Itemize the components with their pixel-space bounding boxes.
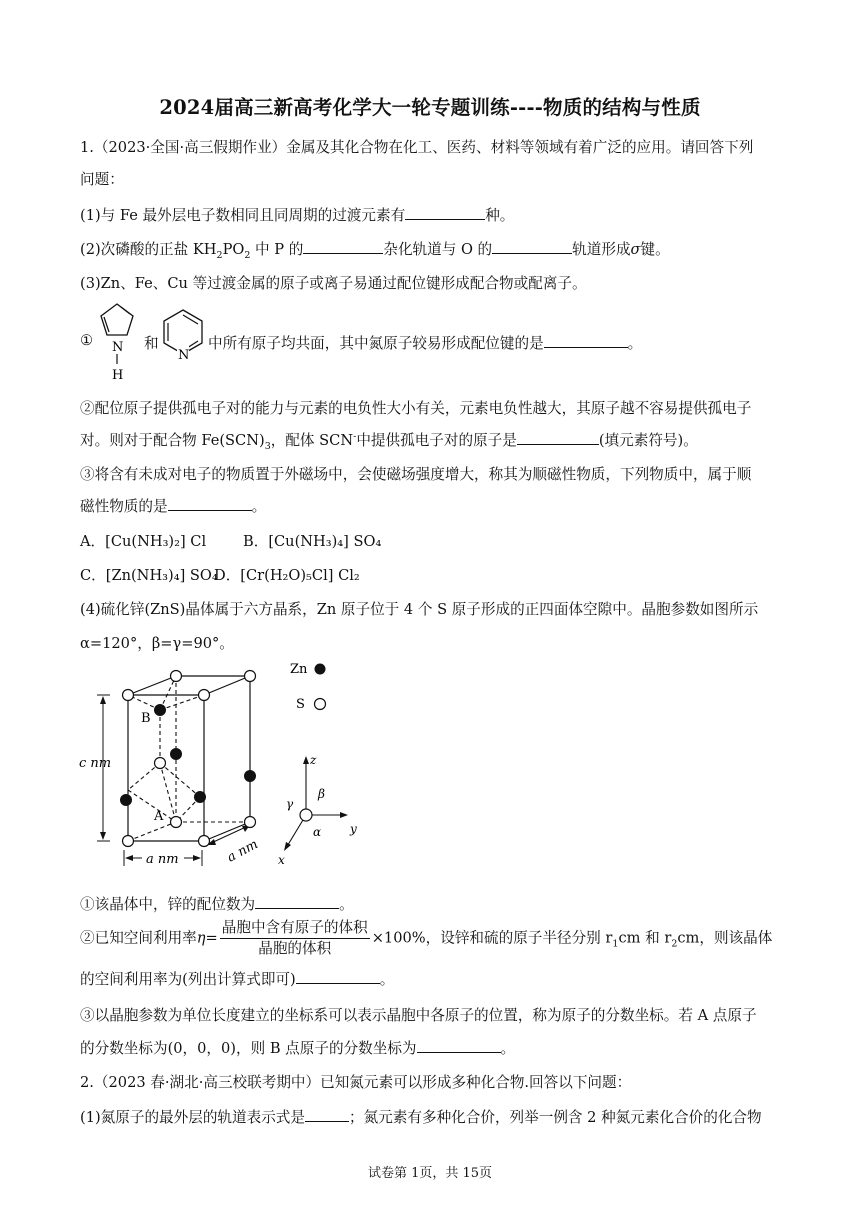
answer-blank[interactable] (544, 333, 628, 348)
pyrrole-H-label: H (112, 368, 124, 383)
angle-alpha-label: α (313, 825, 322, 839)
text: 的空间利用率为(列出计算式即可) (80, 971, 296, 988)
q1-part3-2-line1: ②配位原子提供孤电子对的能力与元素的电负性大小有关，元素电负性越大，其原子越不容易提供孤电子 (80, 400, 752, 417)
q2-part1 (80, 1106, 762, 1127)
q1-part4-2-line2 (80, 968, 394, 989)
q1-part4-2: ②已知空间利用率η= $\frac{\text{晶胞中含有原子的体积}}{\text{晶胞的体积}}$ ×100%，设锌和硫的原子半径分别 $r_1cm$ 和 $r_2cm$，则该晶体 (80, 919, 773, 957)
point-A-label: A (154, 809, 164, 824)
text: (1)氮原子的最外层的轨道表示式是 (80, 1109, 305, 1126)
answer-blank[interactable] (296, 969, 380, 984)
option-B[interactable]: B．[Cu(NH₃)₄] SO₄ (243, 533, 382, 550)
answer-blank[interactable] (492, 239, 572, 254)
text: 中提供孤电子对的原子是 (356, 432, 517, 449)
q1-part2-text-b: PO (222, 241, 245, 258)
q1-part3-3-line2 (80, 495, 266, 516)
text: 对。则对于配合物 Fe(SCN) (80, 432, 265, 449)
legend-zn-label: Zn (290, 662, 308, 677)
text: ，配体 SCN (270, 432, 354, 449)
answer-blank[interactable] (168, 496, 252, 511)
subscript: 2 (244, 249, 251, 261)
legend-zn-marker (315, 664, 326, 675)
period: 。 (251, 498, 267, 515)
point-B-label: B (141, 711, 151, 726)
answer-blank[interactable] (255, 894, 339, 909)
period: 。 (627, 335, 643, 352)
text: 的分数坐标为(0，0，0)，则 B 点原子的分数坐标为 (80, 1040, 417, 1057)
superscript: - (353, 431, 357, 443)
q1-part3-1-text (208, 332, 642, 353)
q1-part3-2-line2 (80, 429, 698, 452)
legend-s-marker (315, 699, 326, 710)
text: ×100%，设锌和硫的原子半径分别 r (371, 929, 613, 947)
a-dimension-side-label: a nm (224, 836, 261, 866)
q1-part4-1 (80, 893, 354, 914)
q1-part2 (80, 238, 670, 261)
fraction-denominator: 晶胞的体积 (258, 940, 332, 957)
fraction (220, 918, 370, 959)
a-dimension-bottom-label: a nm (146, 852, 179, 867)
subscript: 1 (612, 938, 619, 950)
q1-part3-circ1: ① (80, 332, 94, 349)
option-A[interactable]: A．[Cu(NH₃)₂] Cl (80, 533, 207, 550)
pyrrole-structure (90, 298, 150, 388)
q1-part3-3-line1: ③将含有未成对电子的物质置于外磁场中，会使磁场强度增大，称其为顺磁性物质，下列物质中，属于顺 (80, 466, 752, 483)
q1-part4-line2: α=120°，β=γ=90°。 (80, 635, 234, 652)
q1-part3: (3)Zn、Fe、Cu 等过渡金属的原子或离子易通过配位键形成配合物或配离子。 (80, 275, 587, 292)
q1-part1-end: 种。 (485, 207, 515, 224)
answer-blank[interactable] (405, 205, 485, 220)
c-dimension-label: c nm (79, 756, 112, 771)
page-title: 2024届高三新高考化学大一轮专题训练----物质的结构与性质 (159, 96, 701, 119)
q1-part2-text-e: 轨道形成 (572, 241, 631, 258)
answer-blank[interactable] (303, 239, 383, 254)
option-C[interactable]: C．[Zn(NH₃)₄] SO₄ (80, 567, 218, 584)
answer-blank[interactable] (517, 430, 599, 445)
answer-blank[interactable] (417, 1038, 501, 1053)
period: 。 (339, 896, 354, 913)
q1-part4-line1: (4)硫化锌(ZnS)晶体属于六方晶系，Zn 原子位于 4 个 S 原子形成的正四面体空隙中。晶胞参数如图所示 (80, 601, 759, 618)
q1-intro-line1: 1.（2023·全国·高三假期作业）金属及其化合物在化工、医药、材料等领域有着广泛的应用。请回答下列 (80, 139, 754, 156)
q1-part2-text-d: 杂化轨道与 O 的 (383, 241, 493, 258)
zns-unit-cell-figure (76, 660, 396, 870)
q1-part4-3-line1: ③以晶胞参数为单位长度建立的坐标系可以表示晶胞中各原子的位置，称为原子的分数坐标。若 A 点原子 (80, 1007, 757, 1024)
text: 磁性物质的是 (80, 498, 168, 515)
angle-gamma-label: γ (286, 797, 294, 811)
angle-beta-label: β (318, 787, 325, 801)
period: 。 (500, 1040, 516, 1057)
pyridine-structure (158, 306, 208, 366)
period: 。 (379, 971, 395, 988)
fraction-numerator: 晶胞中含有原子的体积 (220, 918, 370, 939)
q1-part1 (80, 204, 514, 225)
q1-part3-1-body: 中所有原子均共面，其中氮原子较易形成配位键的是 (208, 335, 544, 352)
text: ②已知空间利用率 (80, 929, 197, 947)
answer-blank[interactable] (305, 1107, 349, 1122)
and-text: 和 (144, 335, 159, 352)
sigma-symbol: σ (630, 241, 641, 258)
text: cm 和 r (618, 929, 672, 947)
text: (填元素符号)。 (598, 432, 698, 449)
text: cm，则该晶体 (677, 929, 773, 947)
eta-symbol: η (196, 929, 206, 947)
text: ①该晶体中，锌的配位数为 (80, 896, 256, 913)
pyridine-N-label: N (178, 348, 190, 363)
q1-intro-line2: 问题： (80, 171, 124, 188)
pyrrole-N-label: N (112, 340, 124, 355)
option-D[interactable]: D．[Cr(H₂O)₅Cl] Cl₂ (214, 567, 360, 584)
q1-part1-text: (1)与 Fe 最外层电子数相同且同周期的过渡元素有 (80, 207, 406, 224)
page-footer: 试卷第 1页，共 15页 (367, 1166, 493, 1181)
q1-part4-3-line2 (80, 1037, 515, 1058)
text: ；氮元素有多种化合价，列举一例含 2 种氮元素化合价的化合物 (349, 1109, 762, 1126)
subscript: 3 (264, 440, 271, 452)
axis-y-label: y (350, 822, 357, 836)
q1-part2-text-c: 中 P 的 (250, 241, 304, 258)
subscript: 2 (671, 938, 678, 950)
subscript: 2 (216, 249, 223, 261)
q1-part2-text-a: (2)次磷酸的正盐 KH (80, 241, 217, 258)
axis-z-label: z (310, 753, 317, 767)
axis-x-label: x (278, 853, 285, 867)
q1-part2-text-f: 键。 (640, 241, 670, 258)
q2-intro: 2.（2023 春·湖北·高三校联考期中）已知氮元素可以形成多种化合物.回答以下问题： (80, 1074, 632, 1091)
legend-s-label: S (296, 697, 305, 712)
